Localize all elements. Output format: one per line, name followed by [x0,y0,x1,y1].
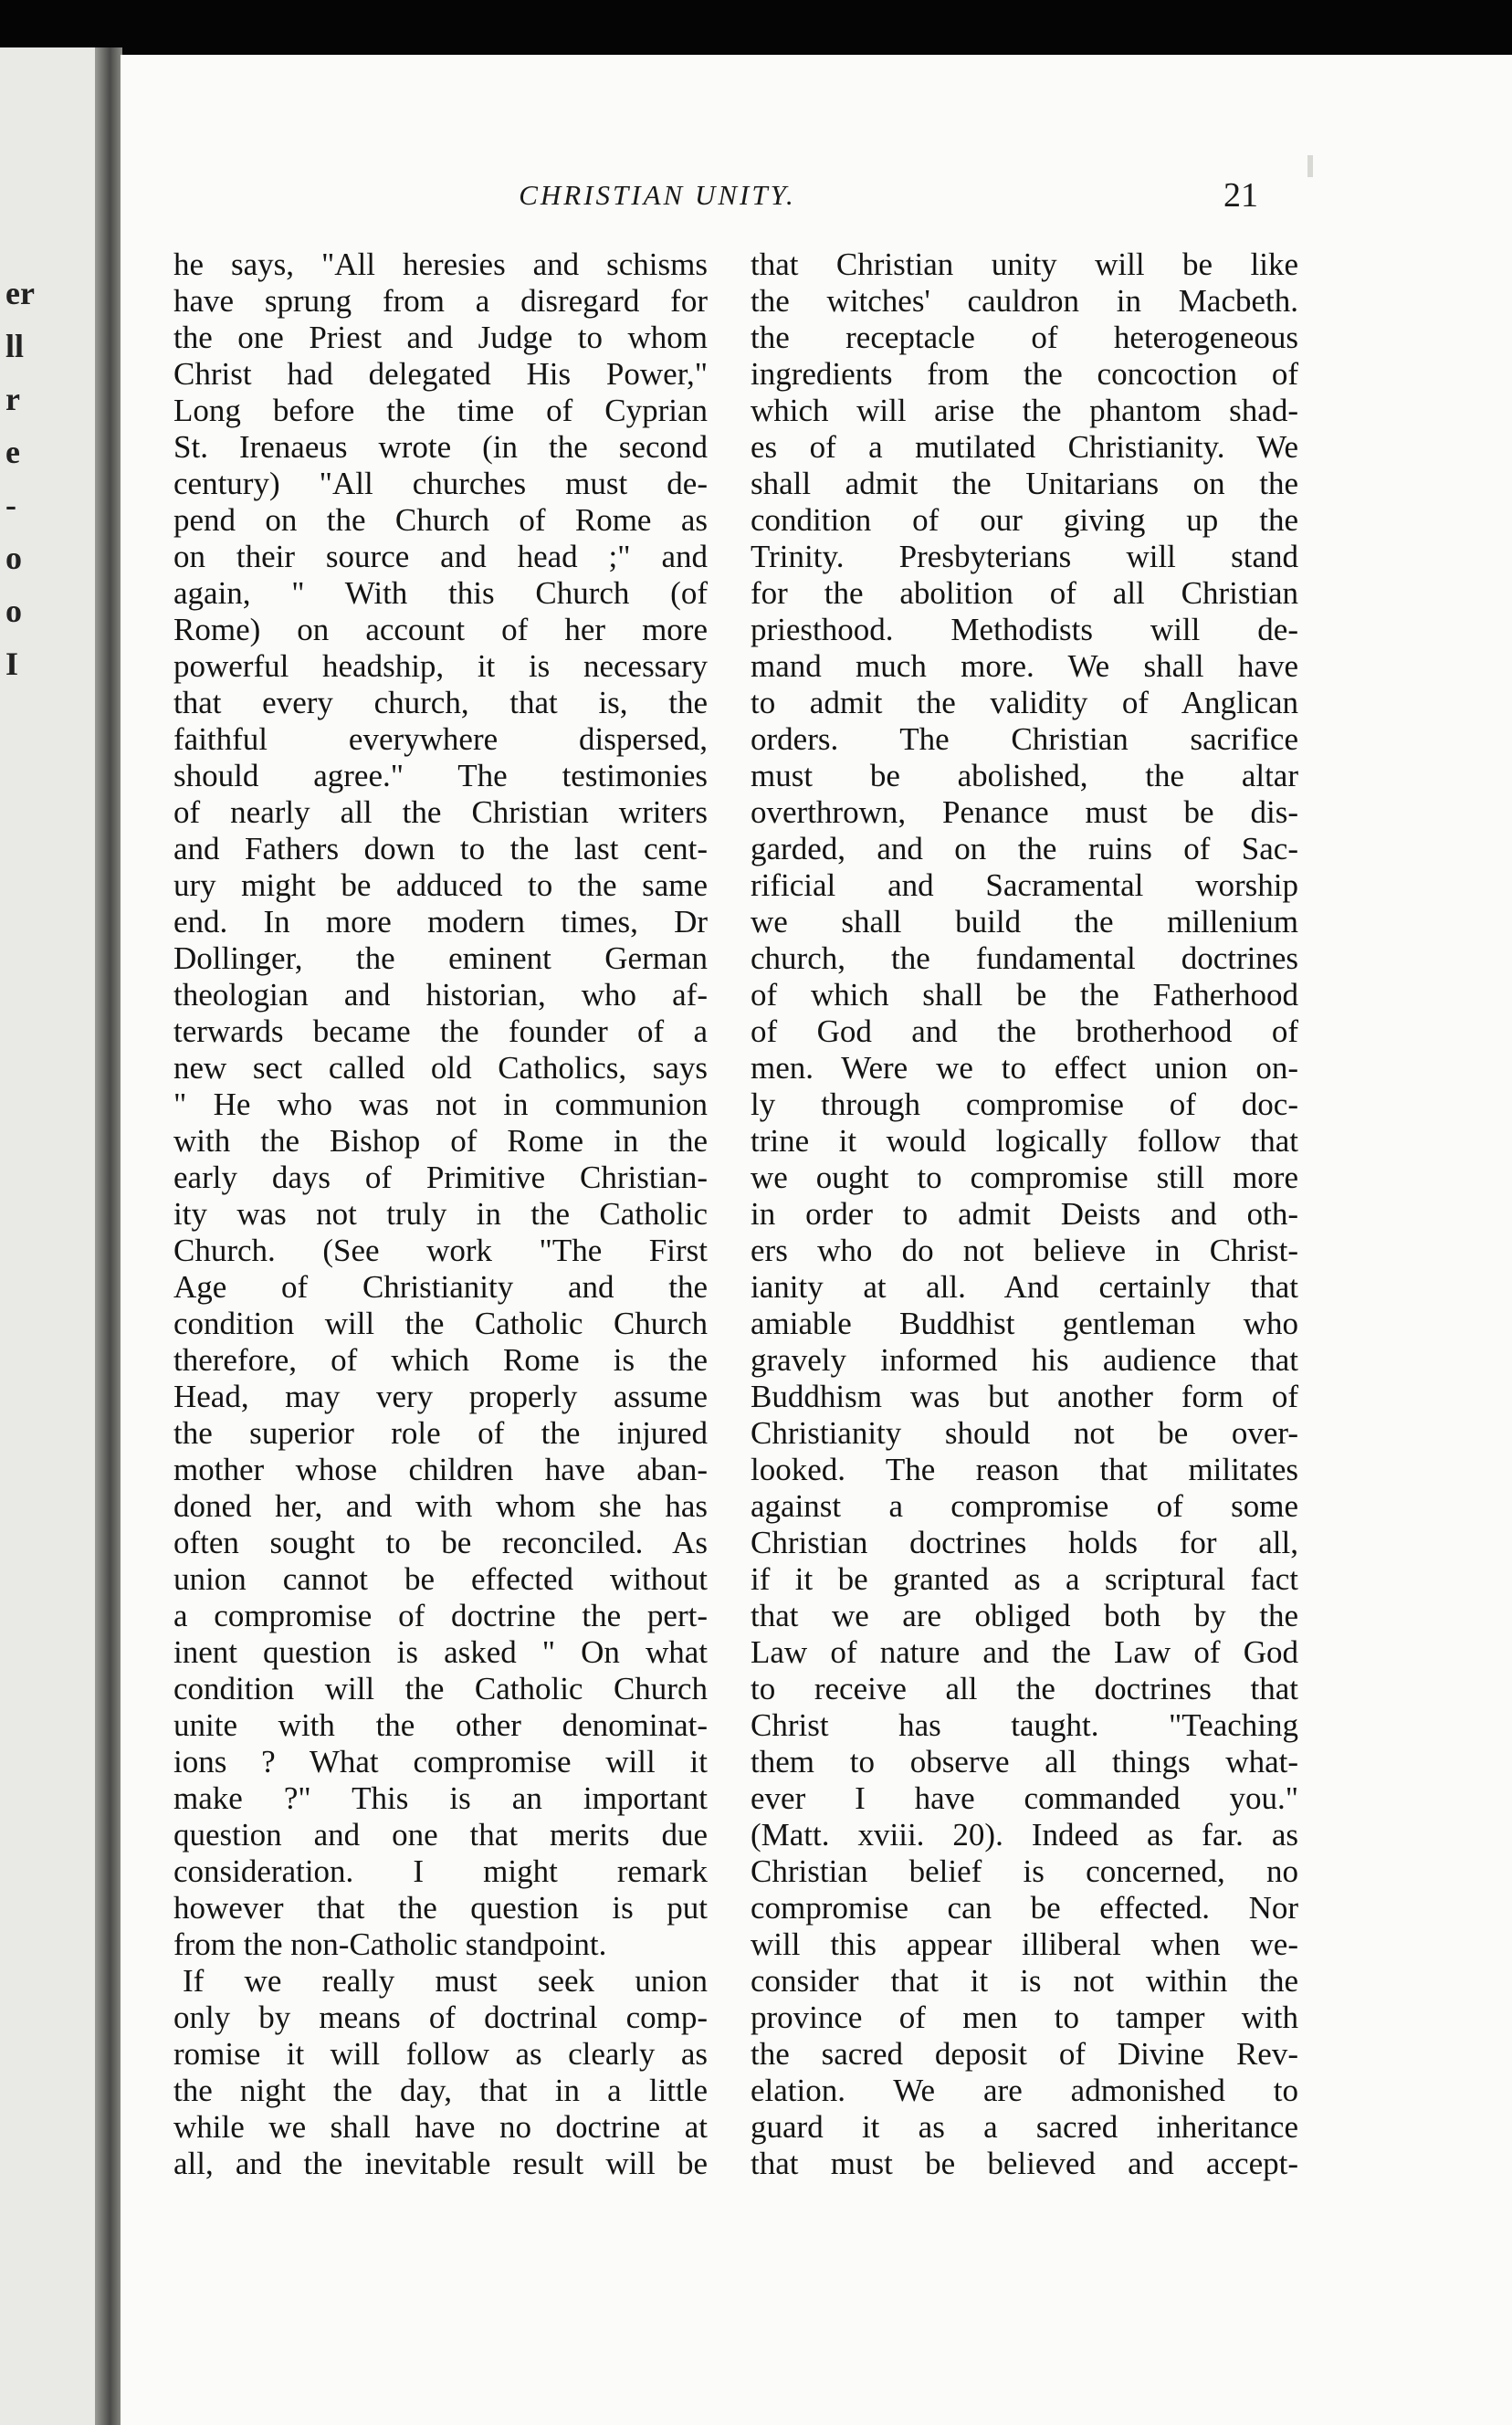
text-line: which will arise the phantom shad- [751,393,1298,428]
text-line: question and one that merits due [173,1817,708,1853]
text-line: only by means of doctrinal comp- [173,2000,708,2035]
text-line: on their source and head ;" and [173,539,708,574]
text-line: we ought to compromise still more [751,1160,1298,1195]
text-line: that we are obliged both by the [751,1598,1298,1633]
text-line: inent question is asked " On what [173,1634,708,1670]
text-line: shall admit the Unitarians on the [751,466,1298,501]
text-line: theologian and historian, who af- [173,977,708,1013]
text-line: unite with the other denominat- [173,1707,708,1743]
text-line: to receive all the doctrines that [751,1671,1298,1706]
text-line: " He who was not in communion [173,1087,708,1122]
text-line: to admit the validity of Anglican [751,685,1298,720]
text-line: If we really must seek union [183,1963,708,1999]
text-line: guard it as a sacred inheritance [751,2109,1298,2145]
text-line: mand much more. We shall have [751,648,1298,684]
right-text-column [751,247,1298,2182]
text-line: in order to admit Deists and oth- [751,1196,1298,1232]
text-line: the witches' cauldron in Macbeth. [751,283,1298,319]
text-line: Trinity. Presbyterians will stand [751,539,1298,574]
text-line: condition of our giving up the [751,502,1298,538]
text-line: powerful headship, it is necessary [173,648,708,684]
page-number: 21 [1223,176,1258,215]
text-line: have sprung from a disregard for [173,283,708,319]
text-line: Head, may very properly assume [173,1379,708,1414]
text-line: overthrown, Penance must be dis- [751,794,1298,830]
text-line: therefore, of which Rome is the [173,1342,708,1378]
edge-fragment: e [5,434,20,470]
paper-mark [1307,155,1313,177]
text-line: from the non-Catholic standpoint. [173,1926,607,1962]
text-line: Christ had delegated His Power," [173,356,708,392]
text-line: that must be believed and accept- [751,2146,1298,2181]
text-line: es of a mutilated Christianity. We [751,429,1298,465]
previous-page-edge [0,47,108,2425]
text-line: will this appear illiberal when we- [751,1926,1298,1962]
text-line: however that the question is put [173,1890,708,1926]
text-line: the sacred deposit of Divine Rev- [751,2036,1298,2072]
text-line: Buddhism was but another form of [751,1379,1298,1414]
text-line: church, the fundamental doctrines [751,940,1298,976]
text-line: Christianity should not be over- [751,1415,1298,1451]
edge-fragment: ll [5,328,25,364]
text-line: make ?" This is an important [173,1780,708,1816]
text-line: terwards became the founder of a [173,1013,708,1049]
text-line: ever I have commanded you." [751,1780,1298,1816]
text-line: the one Priest and Judge to whom [173,320,708,355]
text-line: rificial and Sacramental worship [751,867,1298,903]
previous-page-text-fragments [5,267,35,690]
text-line: St. Irenaeus wrote (in the second [173,429,708,465]
text-line: and Fathers down to the last cent- [173,831,708,866]
text-line: consideration. I might remark [173,1853,708,1889]
text-line: mother whose children have aban- [173,1452,708,1487]
text-line: of nearly all the Christian writers [173,794,708,830]
text-line: we shall build the millenium [751,904,1298,940]
text-line: trine it would logically follow that [751,1123,1298,1159]
text-line: ly through compromise of doc- [751,1087,1298,1122]
text-line: ers who do not believe in Christ- [751,1233,1298,1268]
text-line: union cannot be effected without [173,1561,708,1597]
text-line: the superior role of the injured [173,1415,708,1451]
text-line: while we shall have no doctrine at [173,2109,708,2145]
text-line: priesthood. Methodists will de- [751,612,1298,647]
text-line: all, and the inevitable result will be [173,2146,708,2181]
text-line: that Christian unity will be like [751,247,1298,282]
text-line: looked. The reason that militates [751,1452,1298,1487]
running-title: CHRISTIAN UNITY. [519,179,796,211]
text-line: century) "All churches must de- [173,466,708,501]
book-spine-shadow [95,47,122,2425]
text-line: Long before the time of Cyprian [173,393,708,428]
edge-fragment: o [5,540,22,576]
text-line: consider that it is not within the [751,1963,1298,1999]
text-line: Christian belief is concerned, no [751,1853,1298,1889]
text-line: if it be granted as a scriptural fact [751,1561,1298,1597]
text-line: again, " With this Church (of [173,575,708,611]
text-line: Church. (See work "The First [173,1233,708,1268]
text-line: with the Bishop of Rome in the [173,1123,708,1159]
text-line: he says, "All heresies and schisms [173,247,708,282]
edge-fragment: I [5,646,19,682]
text-line: for the abolition of all Christian [751,575,1298,611]
text-line: Law of nature and the Law of God [751,1634,1298,1670]
text-line: ury might be adduced to the same [173,867,708,903]
text-line: (Matt. xviii. 20). Indeed as far. as [751,1817,1298,1853]
text-line: that every church, that is, the [173,685,708,720]
text-line: ions ? What compromise will it [173,1744,708,1779]
text-line: the receptacle of heterogeneous [751,320,1298,355]
text-line: Christ has taught. "Teaching [751,1707,1298,1743]
text-line: elation. We are admonished to [751,2073,1298,2108]
text-line: men. Were we to effect union on- [751,1050,1298,1086]
text-line: ity was not truly in the Catholic [173,1196,708,1232]
text-line: gravely informed his audience that [751,1342,1298,1378]
text-line: orders. The Christian sacrifice [751,721,1298,757]
text-line: compromise can be effected. Nor [751,1890,1298,1926]
text-line: condition will the Catholic Church [173,1671,708,1706]
text-line: must be abolished, the altar [751,758,1298,793]
text-line: a compromise of doctrine the pert- [173,1598,708,1633]
left-text-column [173,247,708,2182]
text-line: pend on the Church of Rome as [173,502,708,538]
text-line: Age of Christianity and the [173,1269,708,1305]
text-line: amiable Buddhist gentleman who [751,1306,1298,1341]
text-line: faithful everywhere dispersed, [173,721,708,757]
scan-top-border [0,0,1512,55]
text-line: Rome) on account of her more [173,612,708,647]
text-line: province of men to tamper with [751,2000,1298,2035]
text-line: doned her, and with whom she has [173,1488,708,1524]
edge-fragment: er [5,275,35,311]
text-line: of God and the brotherhood of [751,1013,1298,1049]
edge-fragment: - [5,487,16,523]
text-line: romise it will follow as clearly as [173,2036,708,2072]
text-line: Christian doctrines holds for all, [751,1525,1298,1560]
text-line: ianity at all. And certainly that [751,1269,1298,1305]
text-line: the night the day, that in a little [173,2073,708,2108]
edge-fragment: o [5,593,22,629]
text-line: against a compromise of some [751,1488,1298,1524]
text-line: them to observe all things what- [751,1744,1298,1779]
text-line: new sect called old Catholics, says [173,1050,708,1086]
text-line: often sought to be reconciled. As [173,1525,708,1560]
text-line: end. In more modern times, Dr [173,904,708,940]
text-line: ingredients from the concoction of [751,356,1298,392]
text-line: should agree." The testimonies [173,758,708,793]
edge-fragment: r [5,381,20,417]
text-line: early days of Primitive Christian- [173,1160,708,1195]
text-line: condition will the Catholic Church [173,1306,708,1341]
text-line: garded, and on the ruins of Sac- [751,831,1298,866]
text-line: of which shall be the Fatherhood [751,977,1298,1013]
text-line: Dollinger, the eminent German [173,940,708,976]
